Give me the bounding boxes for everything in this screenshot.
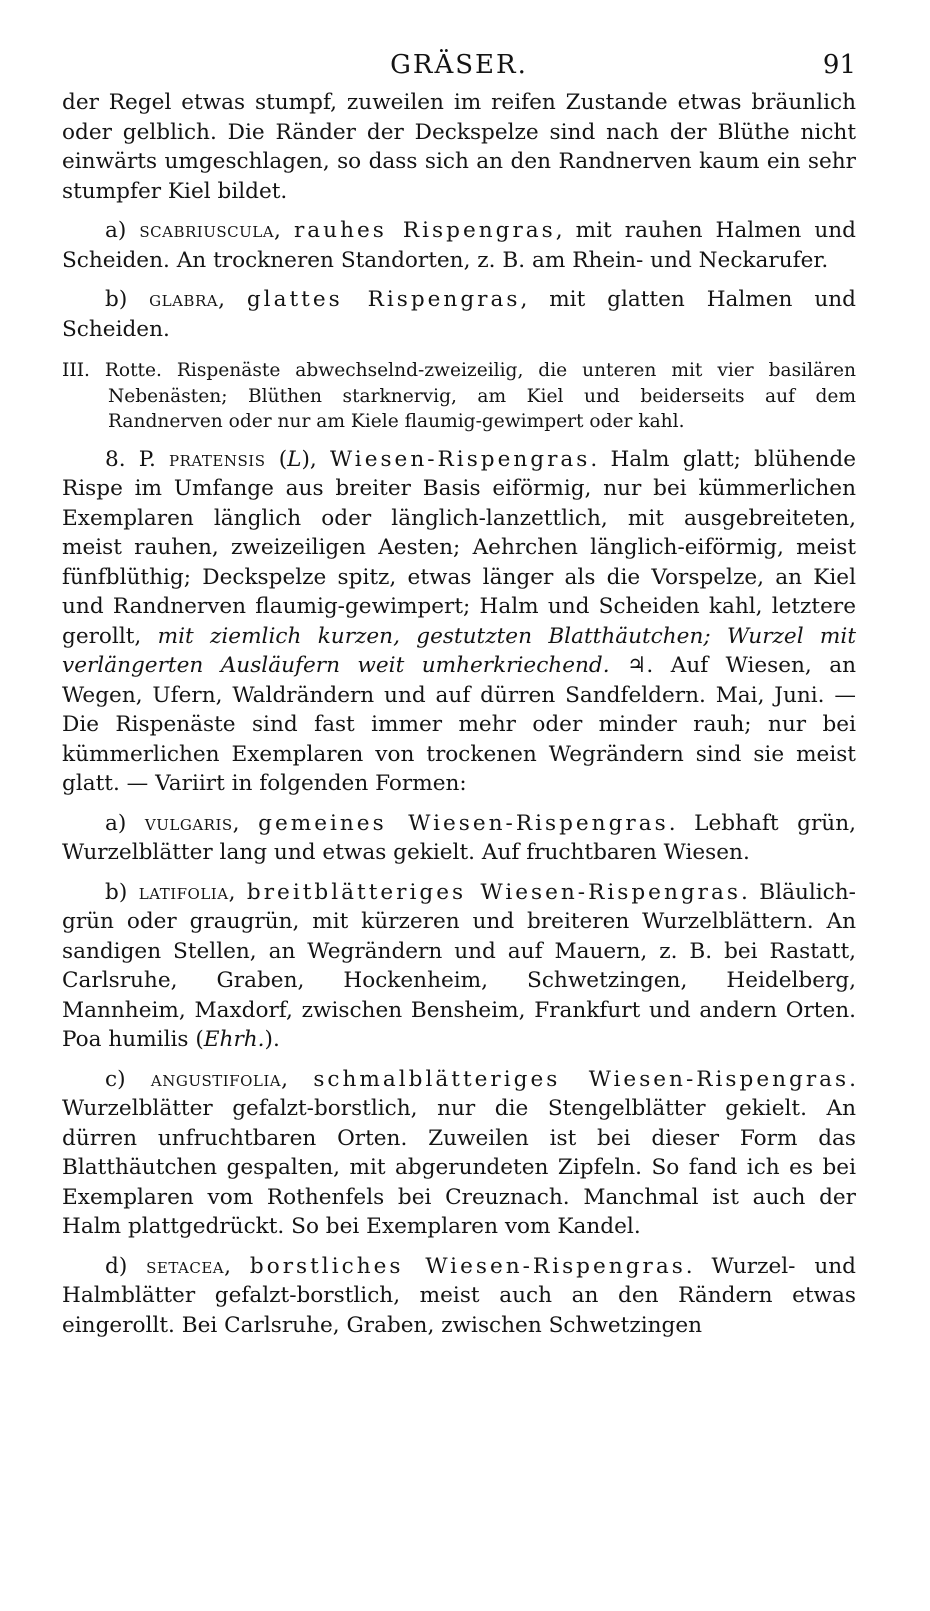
author-paren: ( — [278, 446, 288, 472]
species-author: L — [287, 446, 302, 472]
species-8-pratensis — [62, 445, 856, 799]
variety-label: c) — [105, 1066, 126, 1092]
variety-name: setacea — [146, 1253, 225, 1279]
closing-paren: ). — [264, 1027, 280, 1052]
common-name: schmalblätteriges Wiesen-Rispengras — [313, 1066, 850, 1092]
common-name: breitblätteriges Wiesen-Rispengras — [246, 879, 741, 905]
running-header — [62, 50, 856, 88]
variety-name: vulgaris — [144, 810, 233, 836]
common-name: glattes Rispengras — [246, 287, 521, 312]
variety-a-scabriuscula: a) scabriuscula, rauhes Rispengras, mit rauhen Halmen und Scheiden. An trockneren Standorten, z. B. am Rhein- und Neckarufer. — [62, 218, 856, 273]
perennial-symbol: ♃. — [627, 653, 654, 678]
variety-description: , mit rauhen Halmen und Scheiden. An trockneren Standorten, z. B. am Rhein- und Neckarufer. — [62, 218, 856, 273]
species-name: pratensis — [169, 446, 266, 472]
common-name: borstliches Wiesen-Rispengras — [249, 1253, 686, 1279]
synonym-author: Ehrh. — [203, 1027, 265, 1052]
variety-d-setacea: d) setacea, borstliches Wiesen-Rispengras. Wurzel- und Halmblätter gefalzt-borstlich, meist auch an den Rändern etwas eingerollt. Bei Carlsruhe, Graben, zwischen Schwetzingen — [62, 1253, 856, 1338]
variety-name: angustifolia — [150, 1066, 282, 1092]
page-number: 91 — [822, 50, 856, 80]
species-description-italic: mit ziemlich kurzen, gestutzten Blatthäutchen; Wurzel mit verlängerten Ausläufern weit umherkriechend. — [62, 623, 856, 678]
paragraph-continuation: der Regel etwas stumpf, zuweilen im reifen Zustande etwas bräunlich oder gelblich. Die Ränder der Deckspelze sind nach der Blüthe nicht einwärts umgeschlagen, so dass sich an den Randnerven kaum ein sehr stumpfer Kiel bildet. — [62, 90, 856, 204]
variety-label: a) — [105, 810, 127, 836]
variety-label: b) — [105, 879, 128, 905]
rotte-heading — [62, 358, 856, 435]
species-description: . Halm glatt; blühende Rispe im Umfange aus breiter Basis eiförmig, nur bei kümmerlichen Exemplaren länglich oder länglich-lanzettlich, mit ausgebreiteten, meist rauhen, zweizeiligen Aesten; Aehrchen länglich-eiförmig, meist fünfblüthig; Deckspelze spitz, etwas länger als die Vorspelze, an Kiel und Randnerven flaumig-gewimpert; Halm und Scheiden kahl, letztere gerollt, — [62, 446, 856, 649]
running-title: GRÄSER. — [390, 50, 528, 80]
variety-description: , mit glatten Halmen und Scheiden. — [62, 287, 856, 342]
variety-a-vulgaris: a) vulgaris, gemeines Wiesen-Rispengras. Lebhaft grün, Wurzelblätter lang und etwas gekielt. Auf fruchtbaren Wiesen. — [62, 810, 856, 865]
rotte-label: III. Rotte. — [62, 360, 162, 381]
variety-description: . Bläulich-grün oder graugrün, mit kürzeren und breiteren Wurzelblättern. An sandigen Stellen, an Wegrändern und auf Mauern, z. B. bei Rastatt, Carlsruhe, Graben, Hockenheim, Schwetzingen, Heidelberg, Mannheim, Maxdorf, zwischen Bensheim, Frankfurt und andern Orten. Poa humilis ( — [62, 879, 856, 1052]
variety-description: . Wurzelblätter gefalzt-borstlich, nur die Stengelblätter gekielt. An dürren unfruchtbaren Orten. Zuweilen ist bei dieser Form das Blatthäutchen gespalten, mit abgerundeten Zipfeln. So fand ich es bei Exemplaren vom Rothenfels bei Creuznach. Manchmal ist auch der Halm plattgedrückt. So bei Exemplaren vom Kandel. — [62, 1066, 856, 1239]
variety-label: a) — [105, 218, 127, 243]
common-name: Wiesen-Rispengras — [329, 446, 591, 472]
author-paren: ), — [301, 446, 317, 472]
variety-description: . Wurzel- und Halmblätter gefalzt-borstlich, meist auch an den Rändern etwas eingerollt. Bei Carlsruhe, Graben, zwischen Schwetzingen — [62, 1253, 856, 1338]
variety-b-glabra: b) glabra, glattes Rispengras, mit glatten Halmen und Scheiden. — [62, 287, 856, 342]
common-name: rauhes Rispengras — [293, 218, 556, 243]
variety-label: b) — [105, 287, 128, 312]
variety-b-latifolia: b) latifolia, breitblätteriges Wiesen-Rispengras. Bläulich-grün oder graugrün, mit kürzeren und breiteren Wurzelblättern. An sandigen Stellen, an Wegrändern und auf Mauern, z. B. bei Rastatt, Carlsruhe, Graben, Hockenheim, Schwetzingen, Heidelberg, Mannheim, Maxdorf, zwischen Bensheim, Frankfurt und andern Orten. Poa humilis (Ehrh.). — [62, 879, 856, 1052]
variety-c-angustifolia: c) angustifolia, schmalblätteriges Wiesen-Rispengras. Wurzelblätter gefalzt-borstlich, nur die Stengelblätter gekielt. An dürren unfruchtbaren Orten. Zuweilen ist bei dieser Form das Blatthäutchen gespalten, mit abgerundeten Zipfeln. So fand ich es bei Exemplaren vom Rothenfels bei Creuznach. Manchmal ist auch der Halm plattgedrückt. So bei Exemplaren vom Kandel. — [62, 1066, 856, 1239]
variety-name: latifolia — [138, 879, 229, 905]
variety-name: glabra — [149, 287, 219, 312]
species-number: 8. P. — [105, 446, 156, 472]
rotte-description: Rispenäste abwechselnd-zweizeilig, die unteren mit vier basilären Nebenästen; Blüthen starknervig, am Kiel und beiderseits auf dem Randnerven oder nur am Kiele flaumig-gewimpert oder kahl. — [108, 360, 856, 432]
common-name: gemeines Wiesen-Rispengras — [258, 810, 669, 836]
variety-label: d) — [105, 1253, 128, 1279]
variety-description: . Lebhaft grün, Wurzelblätter lang und etwas gekielt. Auf fruchtbaren Wiesen. — [62, 810, 856, 865]
species-habitat: Auf Wiesen, an Wegen, Ufern, Waldrändern und auf dürren Sandfeldern. Mai, Juni. — Die Rispenäste sind fast immer mehr oder minder rauh; nur bei kümmerlichen Exemplaren von trockenen Wegrändern sind sie meist glatt. — Variirt in folgenden Formen: — [62, 653, 857, 796]
variety-name: scabriuscula — [139, 218, 275, 243]
